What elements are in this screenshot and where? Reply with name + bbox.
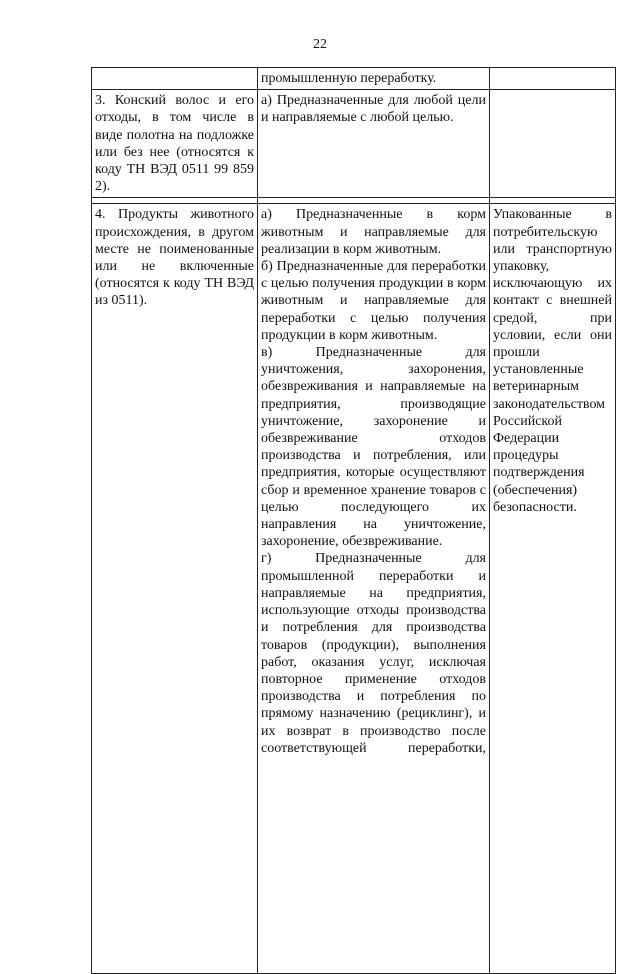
cell-text: промышленную переработку. bbox=[261, 71, 437, 86]
cell-text: Упакованные в потребительскую или транспортную упаковку, исключающую их контакт с внешней средой, при условии, если они прошли установленные ветеринарным законодательством Российской Федерации процедуры подтверждения (обеспечения) безопасности. bbox=[493, 207, 612, 515]
table-cell bbox=[258, 90, 490, 198]
table-cell bbox=[490, 90, 616, 198]
cell-text: г) Предназначенные для промышленной переработки и направляемые на предприятия, использующие отходы производства и потребления для производства товаров (продукции), выполнения работ, оказания услуг, исключая повторное применение отходов производства и потребления по прямому назначению (рециклинг), и их возврат в производство после соответствующей переработки, bbox=[261, 551, 486, 756]
page-number: 22 bbox=[313, 37, 327, 52]
cell-text: 3. Конский волос и его отходы, в том числе в виде полотна на подложке или без нее (относятся к коду ТН ВЭД 0511 99 859 2). bbox=[95, 93, 254, 195]
table-cell bbox=[92, 68, 258, 90]
table-row bbox=[92, 68, 616, 90]
table-cell bbox=[92, 204, 258, 974]
table-cell bbox=[490, 204, 616, 974]
cell-text: б) Предназначенные для переработки с целью получения продукции в корм животным и направляемые для переработки с целью получения продукции в корм животным. bbox=[261, 259, 486, 343]
table-row bbox=[92, 90, 616, 198]
table-cell bbox=[258, 204, 490, 974]
cell-text: а) Предназначенные в корм животным и направляемые для реализации в корм животным. bbox=[261, 207, 486, 257]
cell-text: а) Предназначенные для любой цели и направляемые с любой целью. bbox=[261, 93, 486, 126]
table-cell bbox=[490, 68, 616, 90]
cell-text: в) Предназначенные для уничтожения, захоронения, обезвреживания и направляемые на предприятия, производящие уничтожение, захоронение и обезвреживание отходов производства и потребления, или предприятия, которые осуществляют сбор и временное хранение товаров с целью последующего их направления на уничтожение, захоронение, обезвреживание. bbox=[261, 345, 486, 550]
table-row bbox=[92, 204, 616, 974]
table-cell bbox=[258, 68, 490, 90]
regulation-table bbox=[91, 67, 616, 974]
table-cell bbox=[92, 90, 258, 198]
cell-text: 4. Продукты животного происхождения, в другом месте не поименованные или не включенные (относятся к коду ТН ВЭД из 0511). bbox=[95, 207, 254, 309]
